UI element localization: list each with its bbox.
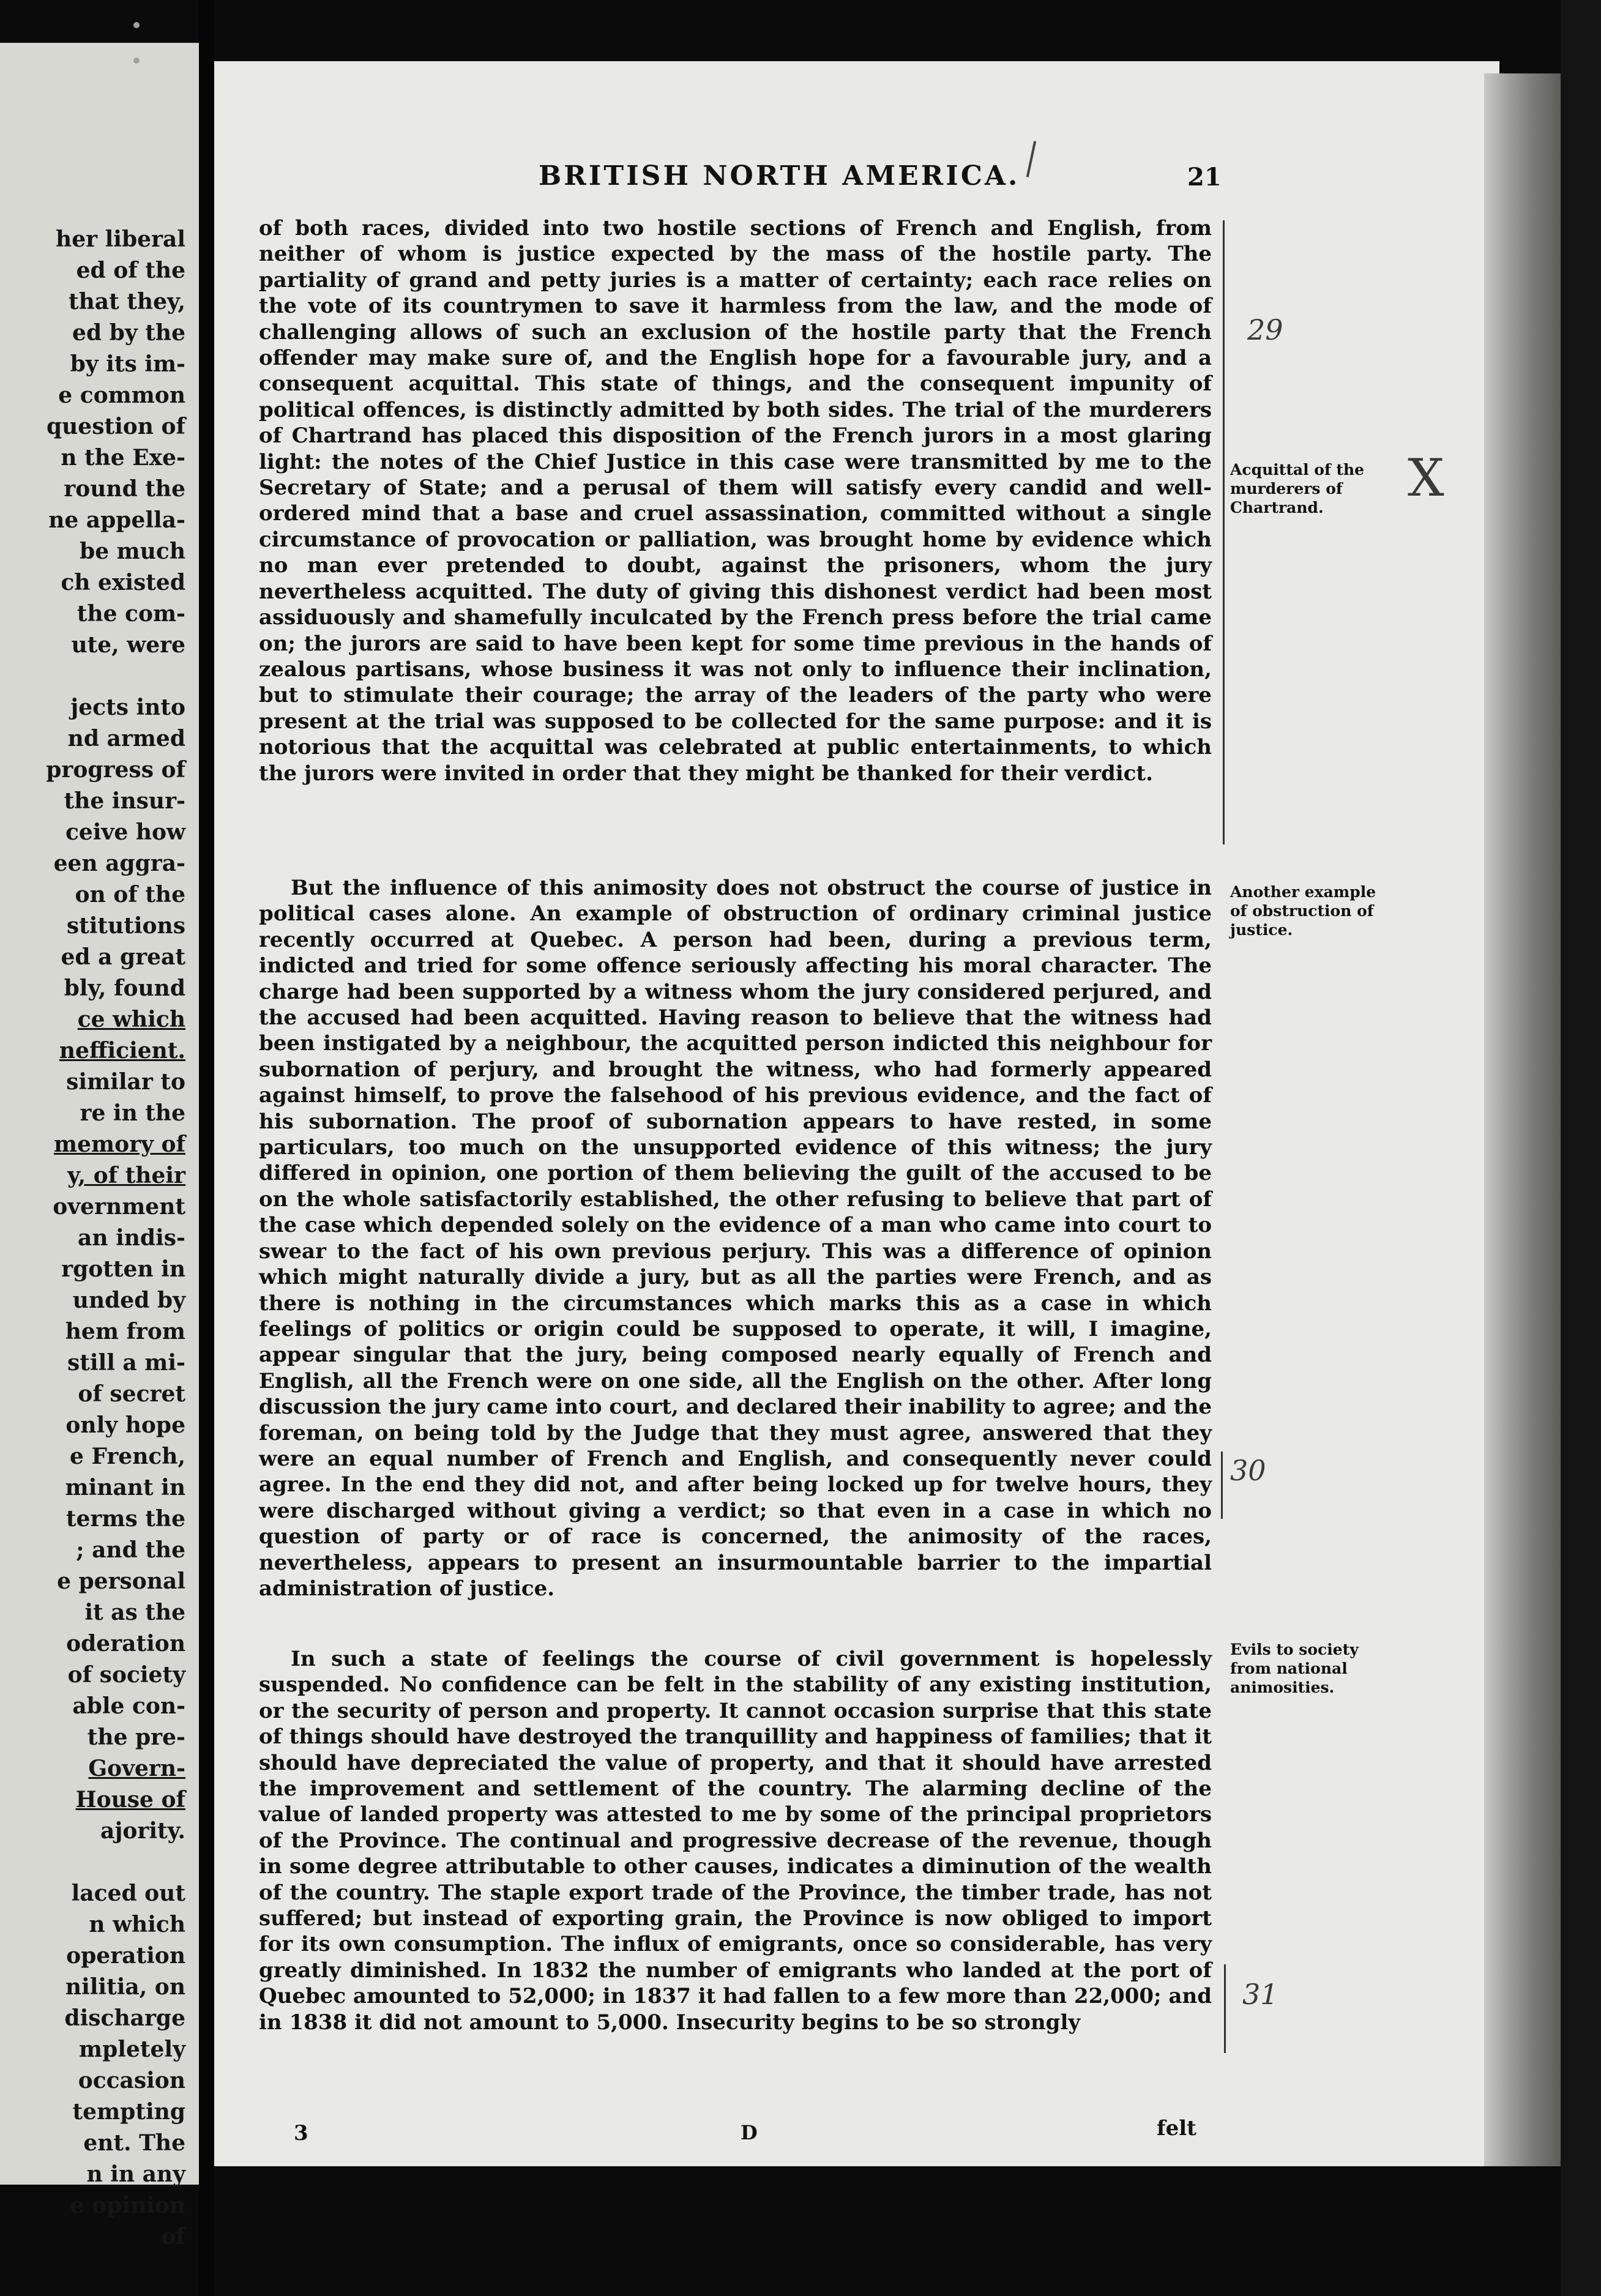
left-page-line: re in the xyxy=(80,1100,185,1126)
left-page-line: ent. The xyxy=(83,2130,185,2156)
left-page-line: ce which xyxy=(77,1007,185,1032)
left-page-line: stitutions xyxy=(66,913,185,939)
left-page-line: able con- xyxy=(72,1693,185,1719)
left-page-line: y, of their xyxy=(67,1163,185,1188)
scan-speck xyxy=(133,58,140,64)
left-page-line: Govern- xyxy=(88,1756,185,1781)
left-page-line: ; and the xyxy=(76,1537,185,1563)
left-page-line: laced out xyxy=(71,1880,185,1906)
left-page-line: ed of the xyxy=(76,258,185,283)
page-edge-shading xyxy=(1484,73,1561,2166)
left-page-line: e personal xyxy=(57,1568,185,1594)
left-page-line: question of xyxy=(46,414,185,439)
left-page-line: ch existed xyxy=(61,570,185,595)
left-page-line: the pre- xyxy=(87,1724,185,1750)
left-page-line: the insur- xyxy=(64,788,185,814)
left-page-line: still a mi- xyxy=(67,1350,185,1376)
left-page-line: n in any xyxy=(86,2161,185,2187)
left-page-line: round the xyxy=(64,476,185,502)
left-page-line: minant in xyxy=(65,1475,185,1500)
left-page-line: discharge xyxy=(64,2005,185,2031)
left-page-line: occasion xyxy=(78,2068,185,2093)
paragraph-2: But the influence of this animosity does not obstruct the course of justice in political cases alone. An example of obstruction of ordinary criminal justice recently occurred at Quebec. A person had been, during a previous term, indicted and tried for some offence seriously affecting his moral character. The charge had been supported by a witness whom the jury considered perjured, and the accused had been acquitted. Having reason to believe that the witness had been instigated by a neighbour, the acquitted person indicted this neighbour for subornation of perjury, and brought the witness, who had formerly appeared against himself, to prove the falsehood of his previous evidence, and the fact of his subornation. The proof of subornation appears to have rested, in some particulars, too much on the unsupported evidence of this witness; the jury differed in opinion, one portion of them believing the guilt of the accused to be on the whole satisfactorily established, the other refusing to believe that part of the case which depended solely on the evidence of a man who came into court to swear to the fact of his own previous perjury. This was a difference of opinion which might naturally divide a jury, but as all the parties were French, and as there is nothing in the circumstances which marks this as a case in which feelings of politics or origin could be supposed to operate, it will, I imagine, appear singular that the jury, being composed nearly equally of French and English, all the French were on one side, all the English on the other. After long discussion the jury came into court, and declared their inability to agree; and the foreman, on being told by the Judge that they must agree, answered that they were an equal number of French and English, and consequently never could agree. In the end they did not, and after being locked up for twelve hours, they were discharged without giving a verdict; so that even in a case in which no question of party or of race is concerned, the animosity of the races, nevertheless, appears to present an insurmountable barrier to the impartial administration of justice. xyxy=(259,876,1212,1601)
left-page-line: be much xyxy=(80,539,185,564)
left-page-line: of secret xyxy=(78,1381,185,1407)
pencil-bracket xyxy=(1223,220,1225,844)
catchword: felt xyxy=(1157,2116,1196,2141)
left-page-line: een aggra- xyxy=(53,851,185,876)
left-page-line: that they, xyxy=(68,289,185,315)
left-page-line: nilitia, on xyxy=(65,1974,185,2000)
left-page-line: oderation xyxy=(66,1631,185,1657)
paragraph-3: In such a state of feelings the course of civil government is hopelessly suspended. No confidence can be felt in the stability of any existing institution, or the security of person and property. It cannot occasion surprise that this state of things should have destroyed the tranquillity and happiness of families; that it should have depreciated the value of property, and that it should have arrested the improvement and settlement of the country. The alarming decline of the value of landed property was attested to me by some of the principal proprietors of the Province. The continual and progressive decrease of the revenue, though in some degree attributable to other causes, indicates a diminution of the wealth of the country. The staple export trade of the Province, the timber trade, has not suffered; but instead of exporting grain, the Province is now obliged to import for its own consumption. The influx of emigrants, once so considerable, has very greatly diminished. In 1832 the number of emigrants who landed at the port of Quebec amounted to 52,000; in 1837 it had fallen to a few more than 22,000; and in 1838 it did not amount to 5,000. Insecurity begins to be so strongly xyxy=(259,1647,1212,2035)
pencil-cross-mark: X xyxy=(1408,448,1444,508)
left-page-line: mpletely xyxy=(79,2037,185,2062)
scan-speck xyxy=(133,22,140,28)
left-page-line: ajority. xyxy=(100,1818,185,1844)
left-page-line: n the Exe- xyxy=(61,445,185,471)
left-page-line: the com- xyxy=(77,601,185,627)
left-page-line: ed by the xyxy=(72,320,185,346)
left-page-line: e opinion xyxy=(70,2193,185,2218)
left-page-line: ed a great xyxy=(61,944,185,970)
left-page-line: of xyxy=(161,2224,185,2249)
left-page-line: nd armed xyxy=(67,726,185,751)
left-page-line: by its im- xyxy=(70,351,185,377)
left-page-line: hem from xyxy=(65,1319,185,1344)
left-page-line: House of xyxy=(75,1787,185,1813)
page-number: 21 xyxy=(1187,163,1222,192)
pencil-bracket xyxy=(1221,1452,1223,1519)
left-page-line: ceive how xyxy=(65,819,185,845)
left-page-line: jects into xyxy=(70,695,185,720)
marginal-note-evils: Evils to society from national animosities. xyxy=(1230,1641,1359,1696)
left-page-line: of society xyxy=(67,1662,185,1688)
left-page-line: on of the xyxy=(75,882,185,908)
left-page-line: rgotten in xyxy=(61,1256,185,1282)
left-page-line: ne appella- xyxy=(48,507,185,533)
book-gutter xyxy=(199,0,214,2296)
signature-mark: 3 xyxy=(294,2121,308,2145)
left-page-line: n which xyxy=(89,1912,185,1937)
left-page-line: e common xyxy=(58,382,185,408)
paragraph-1: of both races, divided into two hostile sections of French and English, from neither of whom is justice expected by the mass of the hostile party. The partiality of grand and petty juries is a matter of certainty; each race relies on the vote of its countrymen to save it harmless from the law, and the mode of challenging allows of such an exclusion of the hostile party that the French offender may make sure of, and the English hope for a favourable jury, and a consequent acquittal. This state of things, and the consequent impunity of political offences, is distinctly admitted by both sides. The trial of the murderers of Chartrand has placed this disposition of the French jurors in a most glaring light: the notes of the Chief Justice in this case were transmitted by me to the Secretary of State; and a perusal of them will satisfy every candid and well-ordered mind that a base and cruel assassination, committed without a single circumstance of provocation or palliation, was brought home by evidence which no man ever pretended to doubt, against the prisoners, whom the jury nevertheless acquitted. The duty of giving this dishonest verdict had been most assiduously and shamefully inculcated by the French press before the trial came on; the jurors are said to have been kept for some time previous in the hands of zealous partisans, whose business it was not only to influence their inclination, but to stimulate their courage; the array of the leaders of the party who were present at the trial was supposed to be collected for the same purpose: and it is notorious that the acquittal was celebrated at public entertainments, to which the jurors were invited in order that they might be thanked for their verdict. xyxy=(259,216,1212,786)
left-page-line: an indis- xyxy=(78,1225,185,1251)
left-page-line: terms the xyxy=(65,1506,185,1532)
left-page-line: nefficient. xyxy=(59,1038,185,1064)
left-page-line: only hope xyxy=(65,1412,185,1438)
left-page-line: it as the xyxy=(84,1600,185,1625)
left-page-fragment xyxy=(0,43,199,2249)
pencil-number-29: 29 xyxy=(1247,313,1283,346)
running-title: BRITISH NORTH AMERICA. xyxy=(539,160,1020,192)
left-page-line: overnment xyxy=(53,1194,185,1220)
pencil-number-31: 31 xyxy=(1242,1978,1278,2011)
left-page-line: operation xyxy=(66,1943,185,1969)
pencil-bracket xyxy=(1224,1964,1226,2053)
left-page-line: progress of xyxy=(46,757,185,783)
left-page-line: e French, xyxy=(69,1444,185,1469)
marginal-note-obstruction: Another example of obstruction of justice. xyxy=(1230,883,1376,939)
signature-letter: D xyxy=(741,2121,758,2144)
left-page-line: memory of xyxy=(53,1131,185,1157)
left-page-line: ute, were xyxy=(71,632,185,658)
left-page-line: bly, found xyxy=(64,975,185,1001)
scan-border xyxy=(1561,0,1601,2296)
pencil-number-30: 30 xyxy=(1230,1454,1266,1487)
marginal-note-chartrand: Acquittal of the murderers of Chartrand. xyxy=(1230,461,1365,516)
left-page-line: unded by xyxy=(72,1288,185,1313)
left-page-line: similar to xyxy=(66,1069,185,1095)
left-page-line: tempting xyxy=(72,2099,185,2125)
left-page-line: her liberal xyxy=(56,226,185,252)
